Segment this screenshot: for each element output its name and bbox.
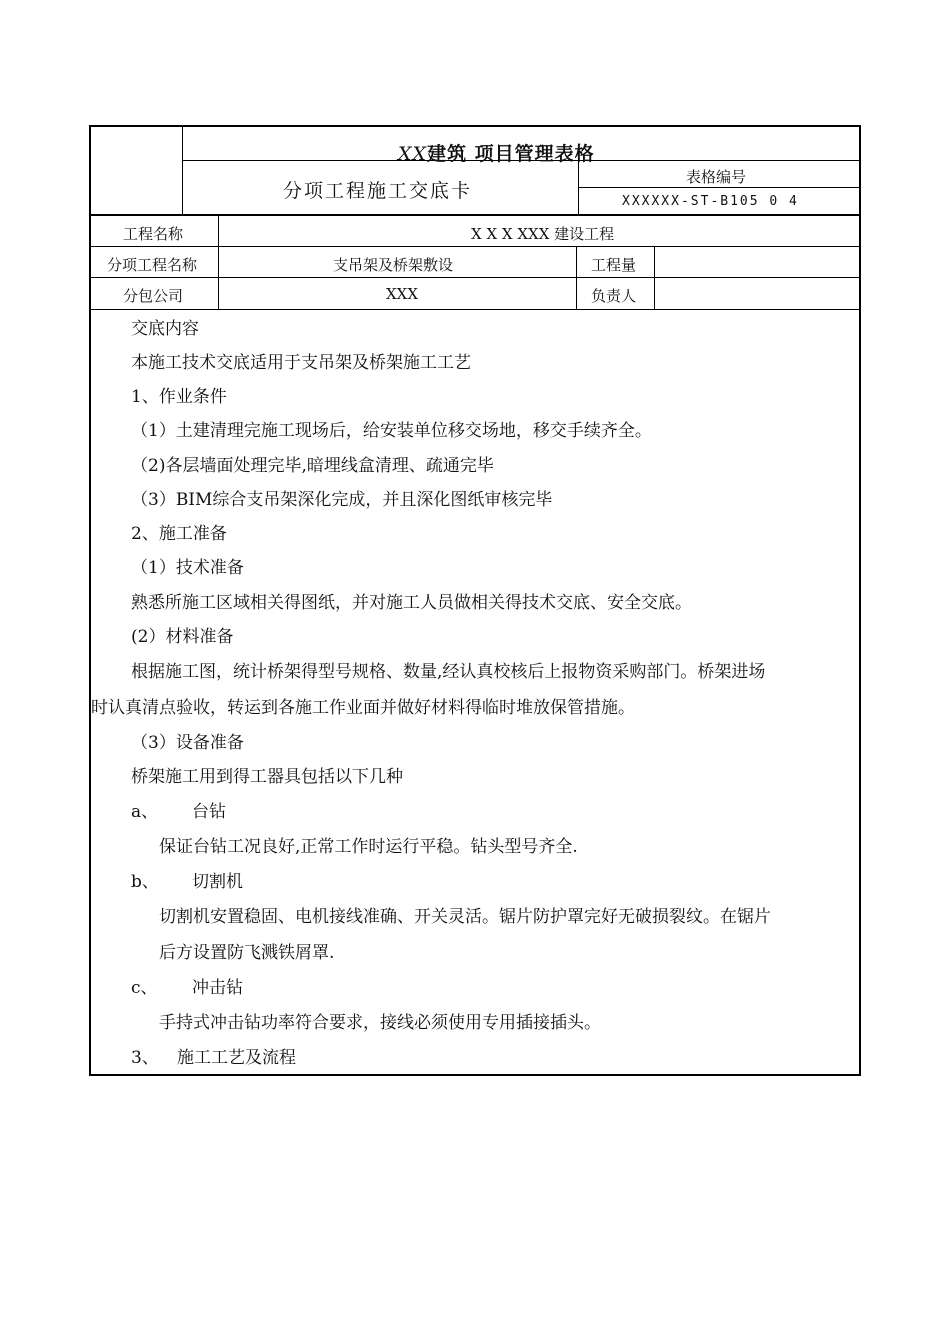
section-2-heading: 2、施工准备 [131, 524, 227, 544]
info-row-rule-1 [89, 246, 861, 247]
section-3-marker: 3、 [131, 1048, 159, 1068]
section-2-2-text-line-2: 时认真清点验收，转运到各施工作业面并做好材料得临时堆放保管措施。 [91, 698, 635, 718]
section-1-item-2: （2)各层墙面处理完毕,暗埋线盒清理、疏通完毕 [131, 456, 494, 476]
card-title: 分项工程施工交底卡 [283, 180, 473, 202]
header-divider-vertical [182, 127, 183, 215]
tool-c-marker: c、 [131, 978, 158, 998]
form-number-label: 表格编号 [686, 168, 747, 186]
project-name-value: X X X XXX 建设工程 [471, 225, 615, 243]
tool-a-name: 台钻 [192, 802, 226, 822]
section-2-2-heading: (2）材料准备 [131, 627, 234, 647]
section-2-3-heading: （3）设备准备 [131, 733, 244, 753]
info-row-rule-3 [89, 309, 861, 310]
tool-b-marker: b、 [131, 872, 159, 892]
form-title-rest: 建筑 项目管理表格 [427, 143, 595, 165]
info-col-rule-label [218, 215, 219, 310]
tool-a-text: 保证台钻工况良好,正常工作时运行平稳。钻头型号齐全. [159, 837, 578, 857]
tool-b-text-line-1: 切割机安置稳固、电机接线准确、开关灵活。锯片防护罩完好无破损裂纹。在锯片 [159, 907, 771, 927]
section-1-item-3: （3）BIM综合支吊架深化完成，并且深化图纸审核完毕 [131, 490, 553, 510]
frame-bottom-rule [89, 1074, 861, 1076]
section-2-1-heading: （1）技术准备 [131, 558, 244, 578]
tool-a-marker: a、 [131, 802, 159, 822]
section-1-item-1: （1）土建清理完施工现场后，给安装单位移交场地，移交手续齐全。 [131, 421, 652, 441]
info-col-rule-mid [576, 246, 577, 310]
quantity-label: 工程量 [591, 256, 637, 274]
section-2-1-text: 熟悉所施工区域相关得图纸，并对施工人员做相关得技术交底、安全交底。 [131, 593, 692, 613]
section-3-heading: 施工工艺及流程 [177, 1048, 296, 1068]
header-bottom-rule [89, 214, 861, 216]
subcontractor-value: XXX [386, 285, 419, 303]
section-2-2-text-line-1: 根据施工图，统计桥架得型号规格、数量,经认真校核后上报物资采购部门。桥架进场 [131, 662, 766, 682]
info-row-rule-2 [89, 277, 861, 278]
manager-label: 负责人 [591, 287, 637, 305]
project-name-label: 工程名称 [123, 225, 184, 243]
tool-b-name: 切割机 [192, 872, 243, 892]
tool-c-text: 手持式冲击钻功率符合要求，接线必须使用专用插接插头。 [159, 1013, 601, 1033]
subitem-value: 支吊架及桥架敷设 [333, 256, 454, 274]
subcontractor-label: 分包公司 [123, 287, 184, 305]
subitem-label: 分项工程名称 [107, 256, 198, 274]
header-formno-underline [578, 187, 859, 188]
info-col-rule-right [654, 246, 655, 310]
section-2-3-text: 桥架施工用到得工器具包括以下几种 [131, 767, 403, 787]
intro-paragraph: 本施工技术交底适用于支吊架及桥架施工工艺 [131, 353, 471, 373]
form-number: XXXXXX-ST-B105 0 4 [622, 194, 799, 209]
tool-c-name: 冲击钻 [192, 978, 243, 998]
section-1-heading: 1、作业条件 [131, 387, 227, 407]
tool-b-text-line-2: 后方设置防飞溅铁屑罩. [159, 943, 335, 963]
form-title-prefix: XX [398, 143, 428, 165]
form-title [398, 139, 595, 166]
content-heading: 交底内容 [131, 319, 199, 339]
